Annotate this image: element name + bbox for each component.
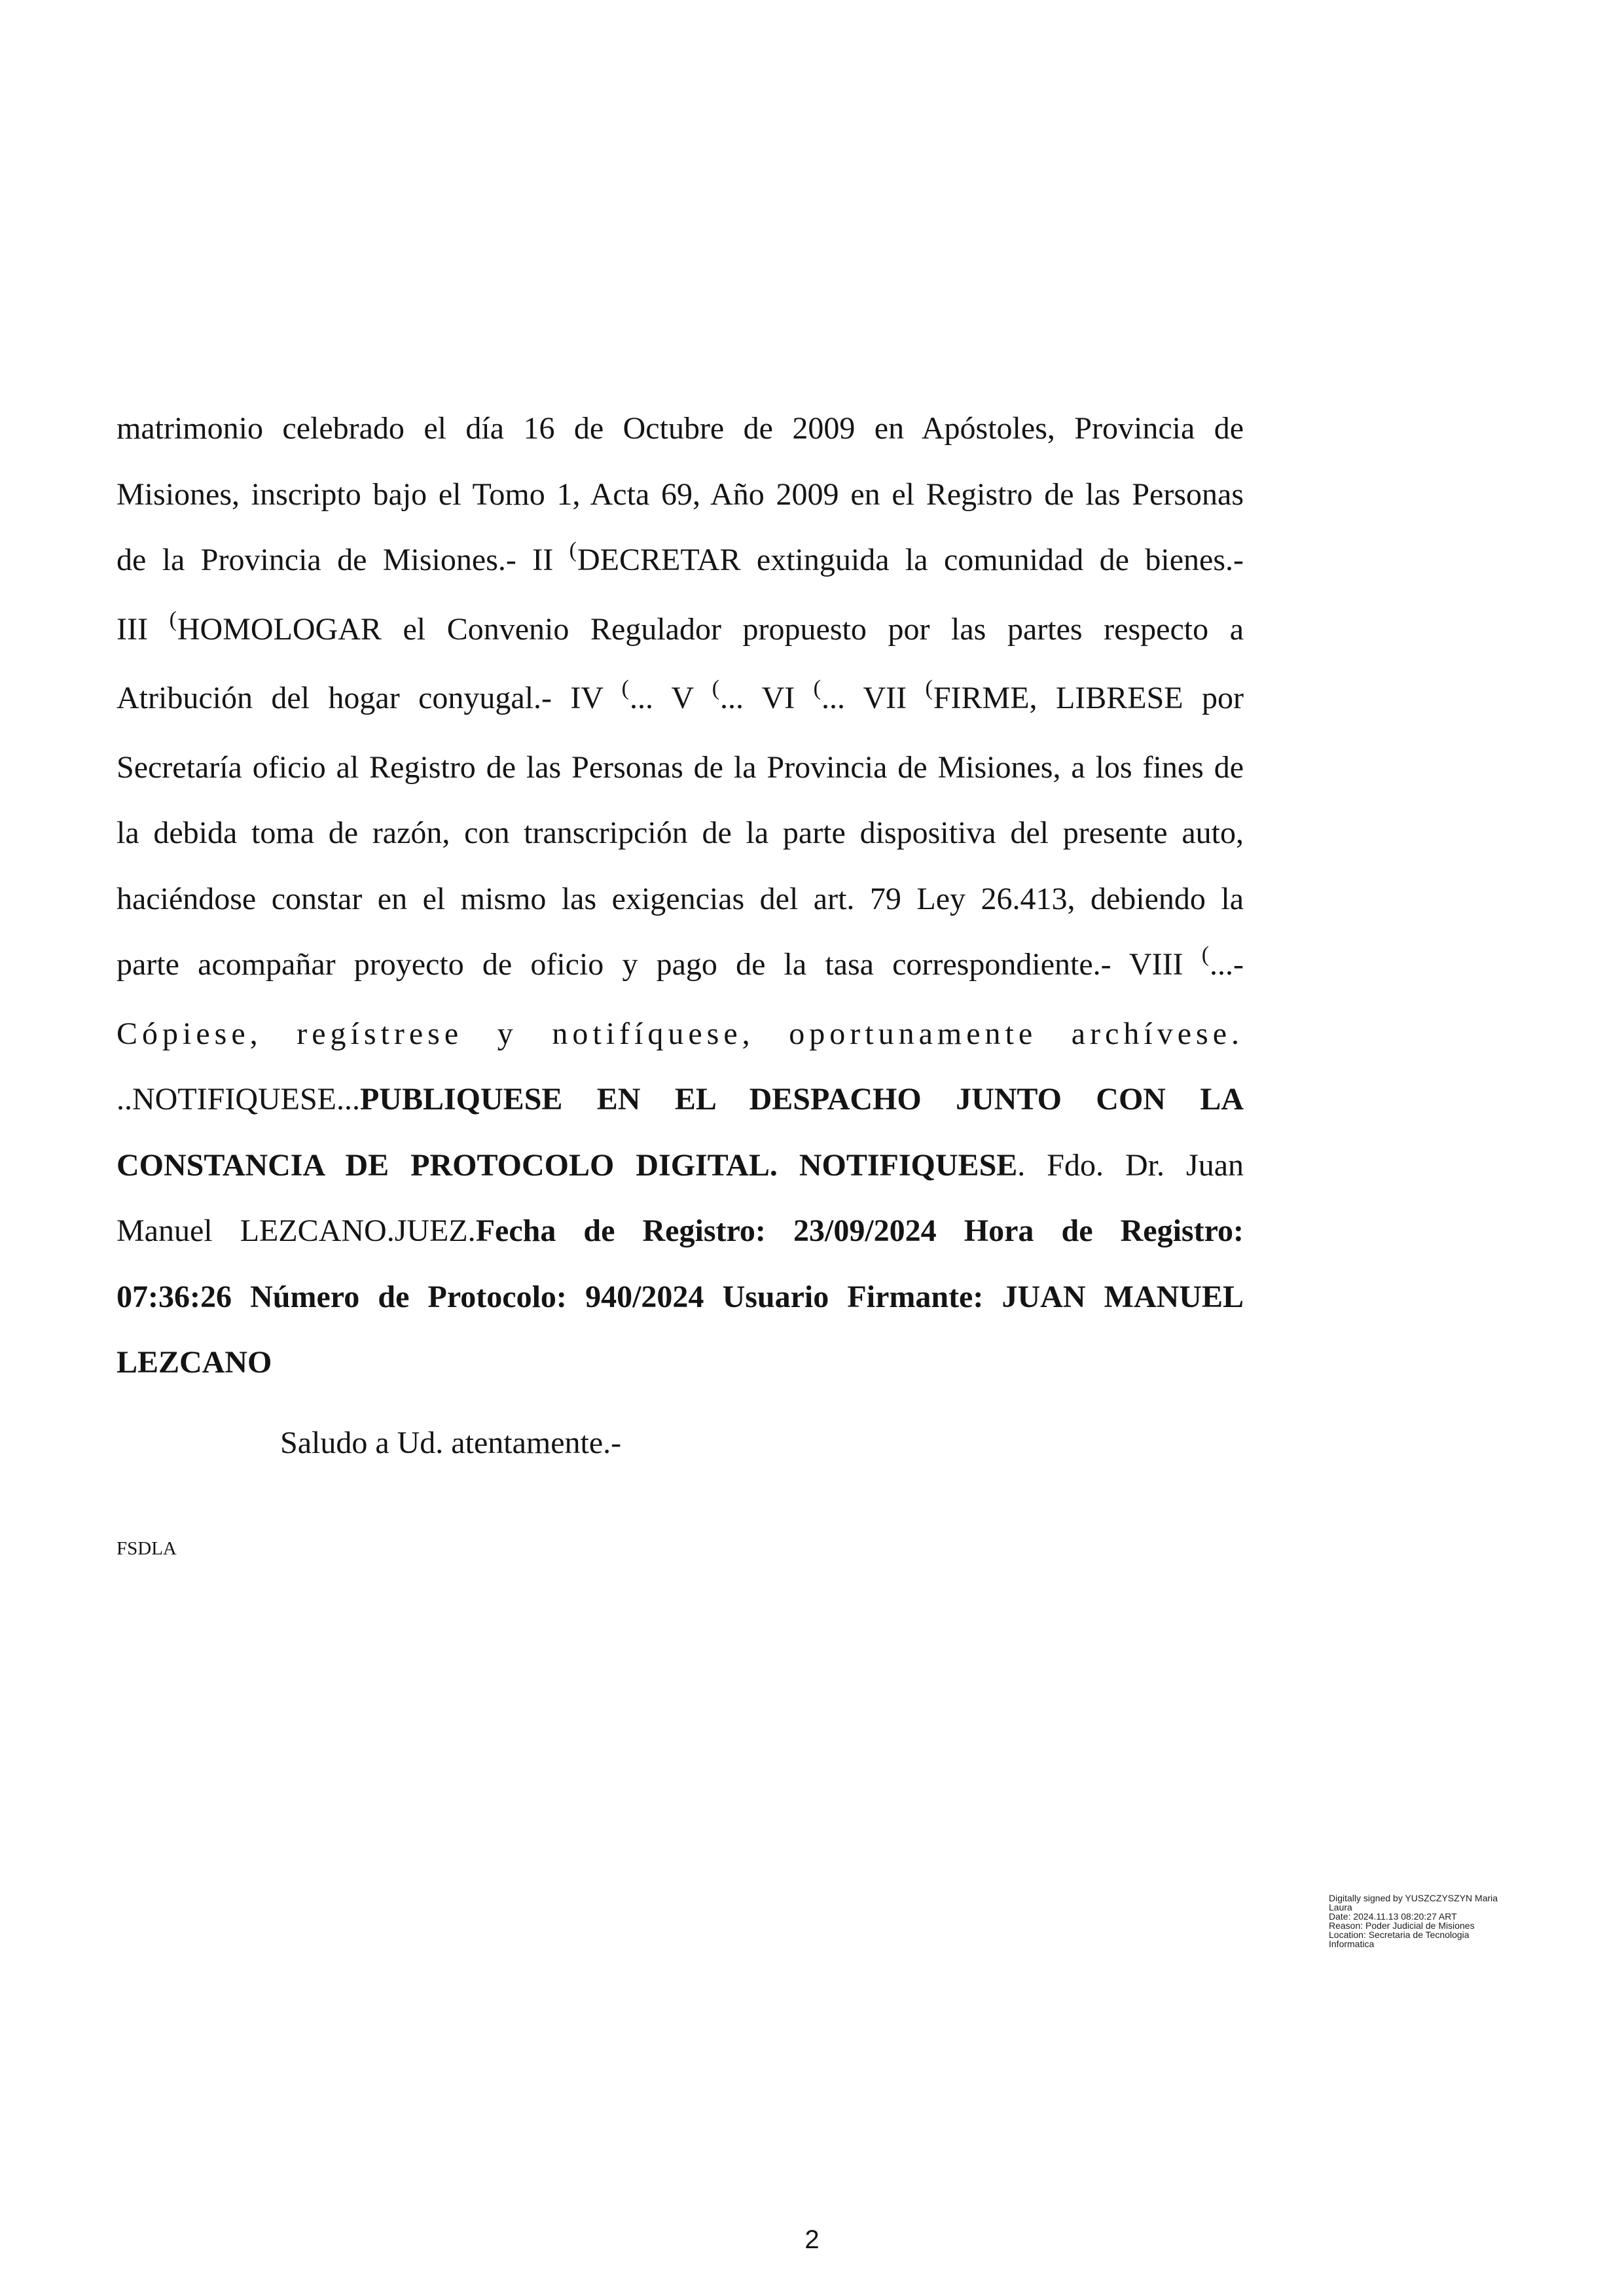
body-line [117,800,1244,867]
body-line [117,462,1244,528]
text-run: de la Provincia de Misiones.- II [117,543,569,577]
body-line [117,1265,1244,1331]
text-run: . Fdo. Dr. Juan [1017,1147,1244,1183]
body-line [117,867,1244,933]
bold-text: PUBLIQUESE EN EL DESPACHO JUNTO CON LA [359,1082,1244,1117]
text-run: haciéndose constar en el mismo las exigencias del art. 79 Ley 26.413, debiendo la [117,881,1244,916]
text-run: la debida toma de razón, con transcripción de la parte dispositiva del presente auto, [117,816,1244,850]
open-paren-mark: ( [569,538,577,562]
text-run: matrimonio celebrado el día 16 de Octubre de 2009 en Apóstoles, Provincia de [117,411,1244,446]
text-run: ... VII [821,681,926,715]
text-run: ... V [629,681,712,715]
bold-text: 07:36:26 Número de Protocolo: 940/2024 Usuario Firmante: JUAN MANUEL [117,1279,1244,1314]
text-run: Atribución del hogar conyugal.- IV [117,681,622,715]
bold-text: CONSTANCIA DE PROTOCOLO DIGITAL. NOTIFIQUESE [117,1147,1018,1183]
open-paren-mark: ( [621,676,629,700]
open-paren-mark: ( [925,676,933,700]
text-run: HOMOLOGAR el Convenio Regulador propuesto por las partes respecto a [177,611,1244,647]
open-paren-mark: ( [813,676,821,700]
text-run: Manuel LEZCANO.JUEZ. [117,1213,476,1248]
text-run: ...- [1210,947,1244,982]
body-line [117,1067,1244,1133]
body-line [117,932,1244,1001]
page-number: 2 [804,2225,820,2254]
text-run: III [117,611,170,647]
body-line [117,1198,1244,1265]
signature-line: Reason: Poder Judicial de Misiones [1329,1920,1475,1931]
author-initials: FSDLA [117,1538,177,1559]
body-line [117,666,1244,735]
text-run: Misiones, inscripto bajo el Tomo 1, Acta 69, Año 2009 en el Registro de las Personas [117,476,1244,512]
signature-line: Digitally signed by YUSZCZYSZYN Maria [1329,1893,1498,1903]
text-run: ... VI [720,681,814,715]
body-line [117,597,1244,666]
signature-line: Date: 2024.11.13 08:20:27 ART [1329,1911,1457,1922]
open-paren-mark: ( [1201,942,1210,967]
body-line [117,1133,1244,1199]
open-paren-mark: ( [712,676,720,700]
bold-text: LEZCANO [117,1345,272,1380]
body-line [117,396,1244,462]
text-run: DECRETAR extinguida la comunidad de bienes.- [577,543,1244,577]
signature-line: Informatica [1329,1939,1375,1949]
text-run: Secretaría oficio al Registro de las Personas de la Provincia de Misiones, a los fines de [117,749,1244,785]
open-paren-mark: ( [169,607,177,632]
text-run: Cópiese, regístrese y notifíquese, oportunamente archívese. [117,1016,1244,1051]
body-line [117,1330,1244,1396]
signature-line: Laura [1329,1902,1352,1912]
digital-signature-block [1329,1893,1551,1948]
bold-text: Fecha de Registro: 23/09/2024 Hora de Registro: [475,1213,1244,1248]
body-line [117,528,1244,597]
text-run: ..NOTIFIQUESE... [117,1082,360,1117]
resolution-body-text [117,396,1244,1396]
text-run: FIRME, LIBRESE por [933,681,1244,715]
closing-salutation: Saludo a Ud. atentamente.- [280,1426,622,1460]
body-line [117,735,1244,801]
signature-line: Location: Secretaria de Tecnologia [1329,1929,1470,1940]
body-line [117,1001,1244,1067]
text-run: parte acompañar proyecto de oficio y pago de la tasa correspondiente.- VIII [117,947,1202,982]
